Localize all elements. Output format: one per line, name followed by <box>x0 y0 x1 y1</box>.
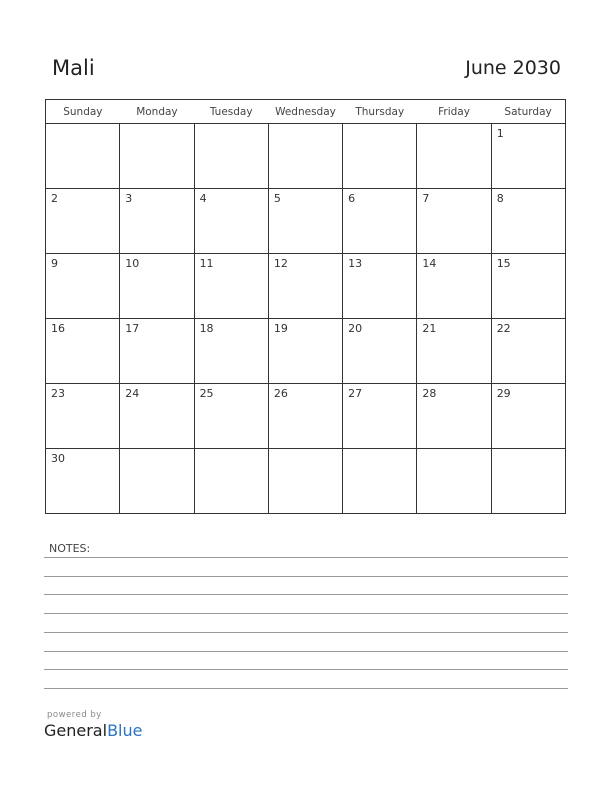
day-cell <box>120 449 194 514</box>
day-cell <box>491 124 565 189</box>
day-cell <box>417 384 491 449</box>
day-number: 18 <box>199 322 214 335</box>
day-number: 12 <box>273 257 288 270</box>
day-cell <box>491 319 565 384</box>
day-cell <box>194 384 268 449</box>
week-row <box>46 124 566 189</box>
day-number: 21 <box>422 322 437 335</box>
day-cell <box>46 384 120 449</box>
day-cell <box>343 124 417 189</box>
day-cell <box>268 384 342 449</box>
day-cell <box>194 254 268 319</box>
notes-line <box>44 651 568 652</box>
day-number: 28 <box>422 387 437 400</box>
day-cell <box>194 449 268 514</box>
weekday-tuesday: Tuesday <box>194 100 268 124</box>
day-number: 30 <box>51 452 65 465</box>
day-number: 8 <box>496 192 504 205</box>
day-number <box>269 449 342 464</box>
notes-line <box>44 613 568 614</box>
day-cell <box>268 124 342 189</box>
weekday-friday: Friday <box>417 100 491 124</box>
day-number: 25 <box>199 387 214 400</box>
day-number: 2 <box>51 192 58 205</box>
notes-line <box>44 632 568 633</box>
day-number: 4 <box>199 192 207 205</box>
notes-line <box>44 594 568 595</box>
calendar-grid <box>45 99 566 514</box>
day-cell <box>268 254 342 319</box>
day-number: 1 <box>496 127 504 140</box>
day-number: 7 <box>422 192 430 205</box>
day-cell <box>417 449 491 514</box>
day-cell <box>491 384 565 449</box>
day-number <box>195 449 268 464</box>
day-number <box>343 124 416 139</box>
day-number: 3 <box>125 192 133 205</box>
day-number: 27 <box>348 387 363 400</box>
day-number: 26 <box>273 387 288 400</box>
day-cell <box>120 254 194 319</box>
day-cell <box>46 449 120 514</box>
day-cell <box>120 124 194 189</box>
day-cell <box>417 254 491 319</box>
weekday-wednesday: Wednesday <box>268 100 342 124</box>
day-number: 22 <box>496 322 511 335</box>
weekday-header-row <box>46 100 566 124</box>
day-cell <box>120 189 194 254</box>
day-number <box>120 449 193 464</box>
day-number <box>417 124 490 139</box>
day-cell <box>120 319 194 384</box>
day-cell <box>194 124 268 189</box>
notes-line <box>44 576 568 577</box>
day-number <box>269 124 342 139</box>
notes-line <box>44 557 568 558</box>
day-cell <box>491 449 565 514</box>
day-number <box>120 124 193 139</box>
day-number <box>195 124 268 139</box>
powered-by-text: powered by <box>47 710 102 720</box>
week-row <box>46 319 566 384</box>
day-number: 17 <box>125 322 140 335</box>
day-number: 15 <box>496 257 511 270</box>
day-cell <box>46 319 120 384</box>
day-cell <box>343 384 417 449</box>
day-number: 6 <box>348 192 356 205</box>
notes-line <box>44 669 568 670</box>
weekday-sunday: Sunday <box>46 100 120 124</box>
day-cell <box>120 384 194 449</box>
day-number: 19 <box>273 322 288 335</box>
day-cell <box>194 189 268 254</box>
day-number: 10 <box>125 257 140 270</box>
month-title: June 2030 <box>465 57 561 79</box>
day-cell <box>417 189 491 254</box>
day-number <box>417 449 490 464</box>
day-number: 29 <box>496 387 511 400</box>
day-number: 24 <box>125 387 140 400</box>
weekday-saturday: Saturday <box>491 100 565 124</box>
day-cell <box>268 449 342 514</box>
brand-blue-text: Blue <box>107 721 143 740</box>
notes-line <box>44 688 568 689</box>
day-cell <box>491 254 565 319</box>
day-cell <box>491 189 565 254</box>
day-number: 9 <box>51 257 58 270</box>
day-cell <box>46 254 120 319</box>
day-cell <box>268 319 342 384</box>
day-number <box>46 124 119 139</box>
week-row <box>46 254 566 319</box>
day-cell <box>343 449 417 514</box>
day-cell <box>343 254 417 319</box>
country-title: Mali <box>52 56 95 80</box>
day-cell <box>268 189 342 254</box>
day-cell <box>343 189 417 254</box>
day-cell <box>343 319 417 384</box>
day-number: 14 <box>422 257 437 270</box>
day-cell <box>194 319 268 384</box>
day-number: 23 <box>51 387 65 400</box>
week-row <box>46 449 566 514</box>
day-number: 20 <box>348 322 363 335</box>
day-number: 13 <box>348 257 363 270</box>
day-number: 5 <box>273 192 281 205</box>
notes-label: NOTES: <box>49 542 91 555</box>
week-row <box>46 384 566 449</box>
day-number: 16 <box>51 322 65 335</box>
day-number <box>343 449 416 464</box>
day-cell <box>46 189 120 254</box>
day-cell <box>46 124 120 189</box>
day-number <box>492 449 565 464</box>
weekday-thursday: Thursday <box>343 100 417 124</box>
weekday-monday: Monday <box>120 100 194 124</box>
day-cell <box>417 319 491 384</box>
day-number: 11 <box>199 257 214 270</box>
week-row <box>46 189 566 254</box>
brand-logo <box>44 721 142 740</box>
day-cell <box>417 124 491 189</box>
brand-general-text: General <box>44 721 108 740</box>
